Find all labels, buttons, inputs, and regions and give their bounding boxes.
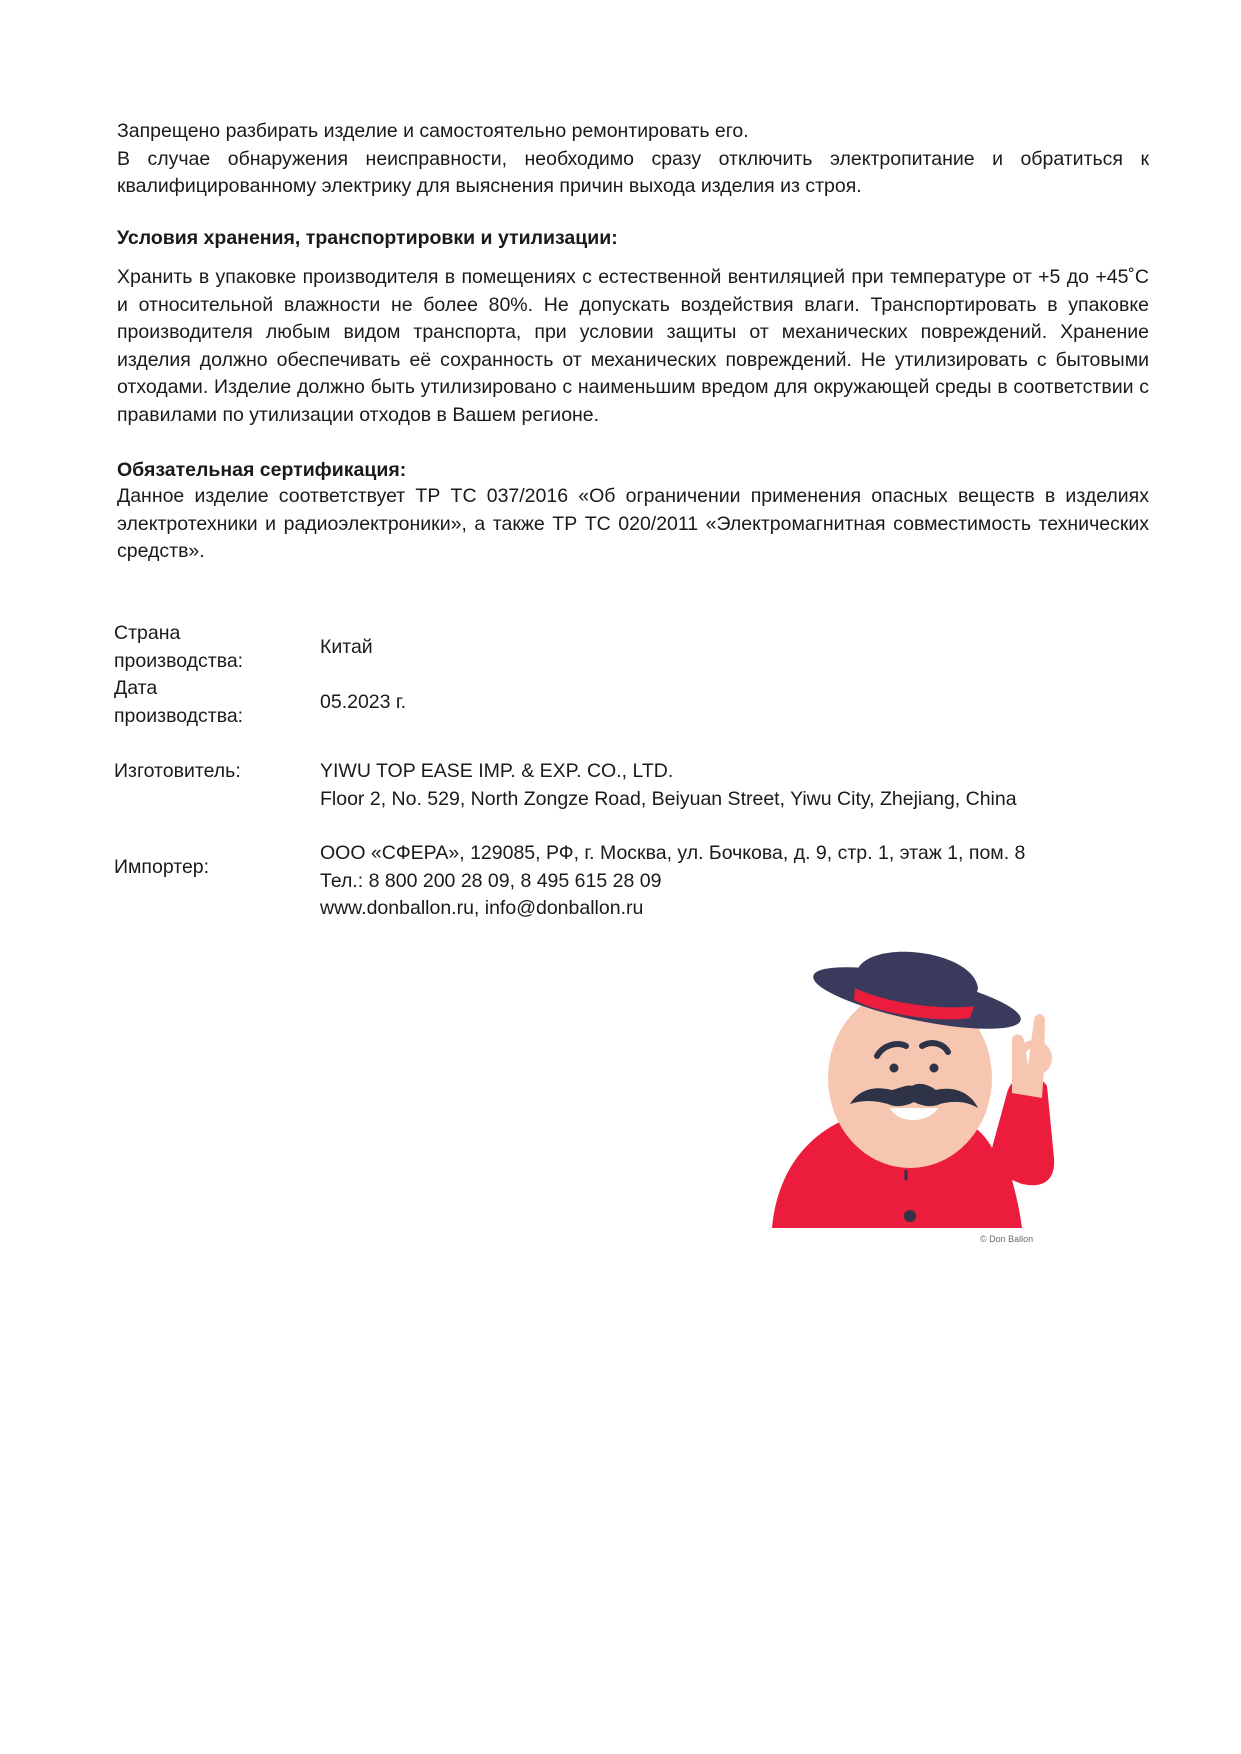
- date-value: 05.2023 г.: [320, 691, 407, 713]
- importer-address: ООО «СФЕРА», 129085, РФ, г. Москва, ул. Бочкова, д. 9, стр. 1, этаж 1, пом. 8: [320, 842, 1026, 864]
- mascot-shirt-button: [904, 1210, 916, 1222]
- date-label-line-2: производства:: [114, 704, 244, 727]
- manufacturer-label: Изготовитель:: [114, 760, 241, 782]
- date-label: [114, 675, 304, 730]
- certification-heading: Обязательная сертификация:: [117, 459, 407, 481]
- mascot-right-eye: [930, 1064, 939, 1073]
- don-ballon-mascot-illustration: [772, 948, 1102, 1248]
- mascot-copyright: © Don Ballon: [980, 1234, 1034, 1244]
- warning-line-2: В случае обнаружения неисправности, необходимо сразу отключить электропитание и обратиться к квалифицированному электрику для выяснения причин выхода изделия из строя.: [117, 147, 1149, 197]
- manufacturer-name: YIWU TOP EASE IMP. & EXP. CO., LTD.: [320, 760, 674, 782]
- country-label: [114, 620, 304, 675]
- warning-section: [117, 118, 1149, 201]
- storage-heading: Условия хранения, транспортировки и утилизации:: [117, 227, 618, 249]
- importer-phones: Тел.: 8 800 200 28 09, 8 495 615 28 09: [320, 869, 662, 892]
- storage-text: Хранить в упаковке производителя в помещениях с естественной вентиляцией при температуре от +5 до +45˚С и относительной влажности не более 80%. Не допускать воздействия влаги. Транспортировать в упаковке производителя любым видом транспорта, при условии защиты от механических повреждений. Хранение изделия должно обеспечивать её сохранность от механических повреждений. Не утилизировать с бытовыми отходами. Изделие должно быть утилизировано с наименьшим вредом для окружающей среды в соответствии с правилами по утилизации отходов в Вашем регионе.: [117, 266, 1149, 426]
- certification-text: Данное изделие соответствует ТР ТС 037/2016 «Об ограничении применения опасных веществ в изделиях электротехники и радиоэлектроники», а также ТР ТС 020/2011 «Электромагнитная совместимость технических средств».: [117, 485, 1149, 562]
- date-label-line-1: Дата: [114, 677, 158, 699]
- country-label-line-2: производства:: [114, 649, 244, 672]
- country-label-line-1: Страна: [114, 622, 181, 644]
- manufacturer-details: [320, 758, 1160, 813]
- mascot-left-eye: [890, 1064, 899, 1073]
- country-value: Китай: [320, 636, 373, 658]
- manufacturer-address: Floor 2, No. 529, North Zongze Road, Beiyuan Street, Yiwu City, Zhejiang, China: [320, 787, 1017, 810]
- importer-web: www.donballon.ru, info@donballon.ru: [320, 897, 644, 919]
- importer-label: Импортер:: [114, 856, 210, 878]
- warning-line-1: Запрещено разбирать изделие и самостоятельно ремонтировать его.: [117, 120, 749, 142]
- importer-details: [320, 840, 1160, 923]
